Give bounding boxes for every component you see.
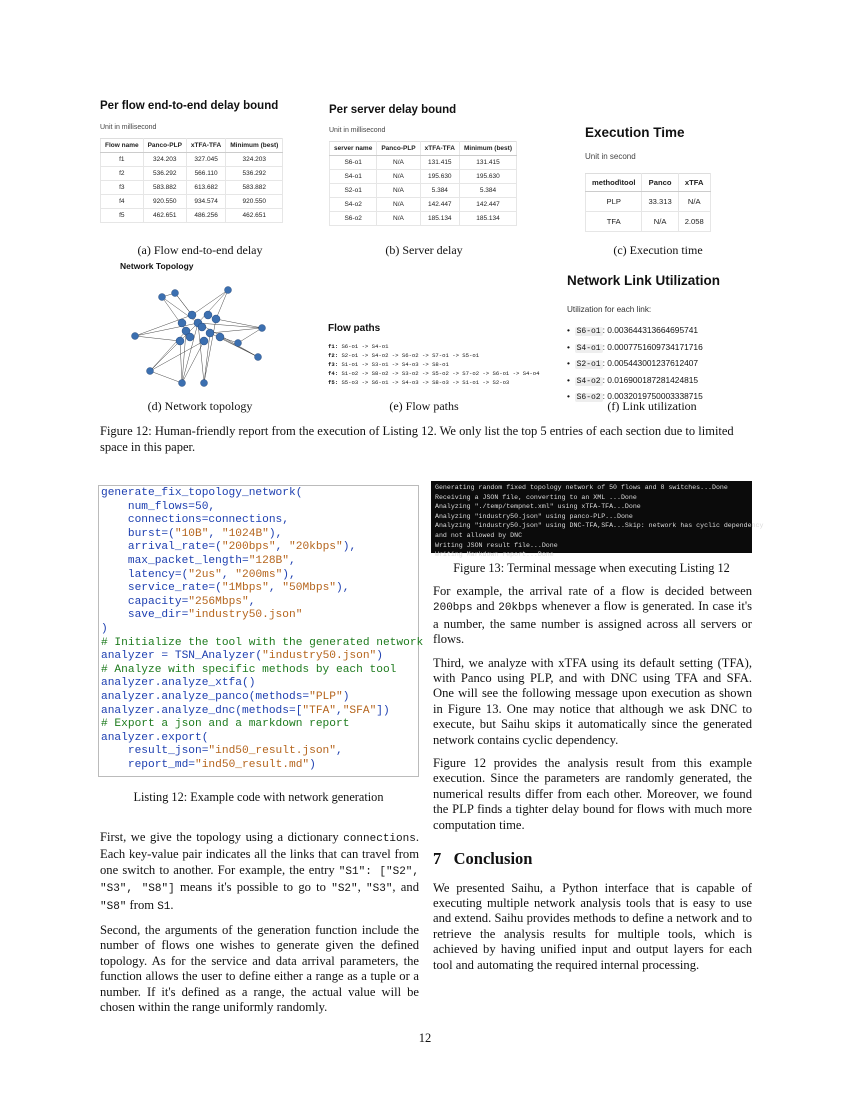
cell: 324.203: [143, 153, 186, 167]
panel-f-subtitle: Utilization for each link:: [567, 305, 652, 314]
terminal-output: [431, 481, 764, 559]
flow-id: f3:: [328, 361, 339, 368]
code-line: [101, 718, 416, 732]
inline-code: "S2": [331, 883, 358, 896]
code-line: [101, 582, 416, 596]
table-row: [330, 170, 517, 184]
col-header: method\tool: [586, 174, 642, 192]
text: whenever a flow is generated. In case it's a number, the same number is assigned across all servers or flows.: [433, 599, 752, 647]
inline-code: "S3": [366, 883, 393, 896]
flow-path: S1-o2 -> S8-o2 -> S3-o2 -> S5-o2 -> S7-o2 -> S6-o1 -> S4-o4: [341, 370, 540, 377]
code-line: [101, 650, 416, 664]
cell: 185.134: [420, 212, 459, 226]
cell: PLP: [586, 192, 642, 212]
cell: N/A: [678, 192, 710, 212]
code-token: analyzer.analyze_dnc(methods=[: [101, 704, 303, 717]
cell: N/A: [377, 184, 420, 198]
cell: S2-o1: [330, 184, 377, 198]
code-token: ),: [282, 568, 296, 581]
inline-code: "S8": [100, 900, 127, 913]
terminal-line: Analyzing "industry50.json" using panco-PLP...Done: [435, 512, 633, 520]
list-item: [567, 373, 757, 390]
terminal-line: Generating random fixed topology network of 50 flows and 8 switches...Done: [435, 484, 728, 491]
code-token: ,: [248, 595, 256, 608]
code-string: "SFA": [342, 704, 377, 717]
code-line: [101, 677, 416, 691]
network-topology-graph: [120, 275, 280, 395]
cell: 566.110: [186, 167, 225, 181]
code-token: ),: [336, 582, 350, 595]
section-number: 7: [433, 849, 442, 869]
cell: 486.256: [186, 209, 225, 223]
flow-path: S6-o1 -> S4-o1: [341, 343, 389, 350]
inline-code: S1: [157, 900, 171, 913]
code-token: ): [309, 758, 316, 771]
table-row: [101, 195, 283, 209]
cell: 462.651: [143, 209, 186, 223]
text: , and: [392, 880, 419, 895]
code-token: ): [342, 690, 350, 703]
code-token: ,: [208, 527, 222, 540]
link-value: : 0.0007751609734171716: [602, 341, 703, 352]
cell: 583.882: [226, 181, 283, 195]
inline-code: connections: [343, 833, 416, 845]
cell: 613.682: [186, 181, 225, 195]
code-string: "20kbps": [289, 541, 343, 554]
code-string: "1024B": [221, 527, 269, 540]
terminal-caption: Figure 13: Terminal message when executing Listing 12: [453, 561, 730, 575]
table-header-row: [586, 174, 711, 192]
list-item: [328, 351, 558, 360]
flow-id: f2:: [328, 352, 339, 359]
panel-c: [585, 125, 755, 232]
cell: N/A: [377, 198, 420, 212]
list-item: [328, 378, 558, 387]
panel-e-title: Flow paths: [328, 323, 381, 334]
right-column-text: [433, 584, 752, 981]
code-line: [101, 623, 416, 637]
cell: 536.292: [143, 167, 186, 181]
code-string: "128B": [248, 554, 289, 567]
topology-nodes: [132, 287, 266, 387]
code-string: "200ms": [235, 568, 283, 581]
text: means it's possible to go to: [174, 880, 332, 895]
cell: 462.651: [226, 209, 283, 223]
code-line: [101, 596, 416, 610]
col-header: Panco-PLP: [143, 139, 186, 153]
code-string: "1Mbps": [221, 582, 269, 595]
table-header-row: [101, 139, 283, 153]
panel-d-title: Network Topology: [120, 261, 194, 271]
flow-id: f4:: [328, 370, 339, 377]
panel-a: [100, 100, 300, 223]
code-string: "200bps": [221, 541, 276, 554]
code-token: analyzer.export(: [101, 731, 209, 744]
code-token: analyzer = TSN_Analyzer(: [101, 650, 263, 663]
code-string: "50Mbps": [282, 582, 337, 595]
flow-path: S5-o3 -> S6-o1 -> S4-o3 -> S8-o3 -> S1-o1 -> S2-o3: [341, 379, 510, 386]
text: and: [472, 599, 499, 614]
table-row: [330, 212, 517, 226]
list-item: [328, 342, 558, 351]
code-token: generate_fix_topology_network(: [101, 487, 303, 499]
col-header: Minimum (best): [226, 139, 283, 153]
bullet-icon: •: [567, 358, 570, 369]
code-token: ): [376, 650, 383, 663]
terminal-line: Writing JSON result file...Done: [435, 541, 558, 549]
cell: 33.313: [642, 192, 678, 212]
cell: 327.045: [186, 153, 225, 167]
code-listing: [98, 485, 424, 777]
paragraph: Third, we analyze with xTFA using its default setting (TFA), with Panco using PLP, and with DNC using TFA and SFA. One will see the following message upon execution as shown in Figure 13. One may notice that although we ask DNC to execute, but Saihu skips it automatically since the generated network contains cyclic dependency.: [433, 655, 752, 747]
cell: 5.384: [459, 184, 516, 198]
cell: f3: [101, 181, 144, 195]
bullet-icon: •: [567, 374, 570, 385]
panel-c-title: Execution Time: [585, 125, 685, 140]
bullet-icon: •: [567, 325, 570, 335]
code-comment: # Analyze with specific methods by each tool: [101, 663, 397, 676]
code-line: [101, 528, 416, 542]
code-token: burst=(: [101, 527, 175, 540]
code-token: connections=connections,: [101, 514, 289, 527]
cell: 2.058: [678, 212, 710, 232]
cell: 195.630: [420, 170, 459, 184]
link-name: S4-o1: [576, 343, 601, 353]
table-row: [586, 212, 711, 232]
cell: 920.550: [143, 195, 186, 209]
table-row: [101, 167, 283, 181]
link-name: S6-o1: [576, 327, 601, 336]
inline-code: 200bps: [433, 602, 473, 615]
section-heading: [433, 849, 752, 869]
table-header-row: [330, 142, 517, 156]
col-header: server name: [330, 142, 377, 156]
left-column-text: [100, 830, 419, 1023]
cell: f4: [101, 195, 144, 209]
listing-caption: Listing 12: Example code with network generation: [133, 790, 384, 804]
link-utilization-list: [567, 323, 757, 406]
bullet-icon: •: [567, 391, 570, 402]
panel-a-title: Per flow end-to-end delay bound: [100, 100, 279, 112]
table-row: [586, 192, 711, 212]
code-comment: # Initialize the tool with the generated network: [101, 636, 424, 649]
code-line: [101, 501, 416, 515]
link-value: : 0.003644313664695741: [602, 325, 699, 335]
col-header: xTFA: [678, 174, 710, 192]
code-token: report_md=: [101, 758, 195, 771]
panel-e-caption: (e) Flow paths: [389, 399, 459, 413]
link-name: S6-o2: [576, 393, 601, 403]
cell: N/A: [642, 212, 678, 232]
flow-delay-table: [100, 138, 283, 223]
code-string: "2us": [188, 568, 222, 581]
server-delay-table: [329, 141, 517, 226]
link-value: : 0.01690018728142481​5: [602, 374, 699, 385]
panel-c-caption: (c) Execution time: [613, 243, 703, 257]
code-string: "PLP": [309, 690, 343, 703]
panel-f-title: Network Link Utilization: [567, 273, 721, 288]
paragraph: We presented Saihu, a Python interface that is capable of executing multiple network analysis tools that is easy to use and extend. Saihu provides methods to define a network and to retrieve the analysis results for multiple tools, which is achieved by having unified input and output layers for each tool and automating the required internal processing.: [433, 880, 752, 972]
cell: N/A: [377, 170, 420, 184]
cell: N/A: [377, 212, 420, 226]
table-row: [101, 153, 283, 167]
text: First, we give the topology using a dictionary: [100, 830, 344, 844]
inline-code: "S1": ["S2", "S3", "S8"]: [100, 865, 420, 896]
cell: f5: [101, 209, 144, 223]
col-header: Panco-PLP: [377, 142, 420, 156]
table-row: [330, 184, 517, 198]
link-value: : 0.005443001237612407: [602, 358, 699, 369]
inline-code: 20kbps: [498, 602, 538, 615]
table-row: [101, 181, 283, 195]
text: ,: [357, 880, 367, 895]
code-string: "ind50_result.md": [195, 758, 310, 771]
code-token: ,: [221, 568, 236, 581]
cell: 131.415: [459, 156, 516, 170]
list-item: [328, 369, 558, 378]
code-comment: # Export a json and a markdown report: [101, 718, 350, 731]
list-item: [567, 356, 757, 373]
terminal-line: Writing Markdown report...Done: [435, 551, 554, 559]
list-item: [328, 360, 558, 369]
paragraph: Figure 12 provides the analysis result from this example execution. Since the parameters are randomly generated, the numerical results differ from each other. Moreover, we found the PLP finds a tighter delay bound for flows with much more computation time.: [433, 756, 752, 832]
link-name: S4-o2: [576, 376, 601, 386]
link-name: S2-o1: [576, 360, 601, 370]
code-token: result_json=: [101, 745, 209, 758]
cell: 195.630: [459, 170, 516, 184]
cell: 536.292: [226, 167, 283, 181]
panel-b-title: Per server delay bound: [329, 104, 457, 116]
cell: 934.574: [186, 195, 225, 209]
terminal-line: Receiving a JSON file, converting to an XML ...Done: [435, 493, 637, 501]
code-line: [101, 541, 416, 555]
cell: N/A: [377, 156, 420, 170]
panel-a-caption: (a) Flow end-to-end delay: [137, 243, 263, 257]
code-token: analyzer.analyze_panco(methods=: [101, 690, 310, 703]
cell: S6-o2: [330, 212, 377, 226]
code-line: [101, 636, 424, 651]
cell: TFA: [586, 212, 642, 232]
cell: S4-o2: [330, 198, 377, 212]
terminal-line: and not allowed by DNC: [435, 531, 523, 539]
terminal-line: Analyzing "./temp/tempnet.xml" using xTFA-TFA...Done: [435, 503, 641, 511]
list-item: [567, 323, 757, 340]
page-number: 12: [418, 1031, 432, 1045]
code-line: [101, 569, 416, 583]
code-string: "industry50.json": [262, 650, 377, 663]
code-line: [101, 487, 416, 501]
panel-b-unit: Unit in millisecond: [329, 127, 386, 134]
code-line: [101, 691, 416, 705]
cell: 185.134: [459, 212, 516, 226]
text: .: [170, 897, 174, 912]
table-row: [330, 198, 517, 212]
panel-d-caption: (d) Network topology: [147, 399, 253, 413]
section-title: Conclusion: [453, 849, 533, 869]
panel-f-caption: (f) Link utilization: [607, 399, 697, 413]
table-row: [330, 156, 517, 170]
figure-12-caption: Figure 12: Human-friendly report from the execution of Listing 12. We only list the top 5 entries of each section due to limited space in this paper.: [100, 424, 734, 454]
code-token: ),: [268, 527, 283, 540]
flow-path: S1-o1 -> S3-o1 -> S4-o3 -> S8-o1: [341, 361, 449, 368]
cell: 131.415: [420, 156, 459, 170]
code-string: "10B": [174, 527, 209, 540]
code-token: ): [101, 622, 108, 635]
topology-edges: [135, 290, 262, 383]
col-header: Flow name: [101, 139, 144, 153]
code-line: [101, 514, 416, 528]
col-header: xTFA-TFA: [186, 139, 225, 153]
panel-c-unit: Unit in second: [585, 152, 636, 161]
code-token: ,: [268, 582, 283, 595]
cell: 583.882: [143, 181, 186, 195]
table-row: [101, 209, 283, 223]
paragraph: [100, 830, 419, 915]
code-token: ,: [336, 704, 343, 717]
cell: 142.447: [420, 198, 459, 212]
text: For example, the arrival rate of a flow is decided between: [433, 584, 752, 598]
code-token: analyzer.analyze_xtfa(): [101, 677, 256, 690]
code-string: "industry50.json": [188, 609, 303, 622]
code-body: [101, 487, 424, 772]
col-header: Panco: [642, 174, 678, 192]
code-token: ),: [342, 541, 357, 554]
code-line: [101, 705, 416, 719]
paragraph: [433, 584, 752, 648]
panel-b-caption: (b) Server delay: [385, 243, 463, 257]
code-token: capacity=: [101, 595, 189, 608]
code-string: "256Mbps": [188, 595, 249, 608]
code-token: save_dir=: [101, 609, 189, 622]
text: . Each key-value pair indicates all the links that can travel from one switch to another. For example, the entry: [100, 830, 419, 877]
execution-time-table: [585, 173, 711, 232]
flow-path: S2-o1 -> S4-o2 -> S6-o2 -> S7-o1 -> S5-o1: [341, 352, 480, 359]
terminal-line: Analyzing "industry50.json" using DNC-TFA,SFA...Skip: network has cyclic dependency: [435, 522, 764, 530]
cell: S6-o1: [330, 156, 377, 170]
cell: f1: [101, 153, 144, 167]
code-line: [101, 664, 416, 678]
cell: S4-o1: [330, 170, 377, 184]
code-token: service_rate=(: [101, 582, 222, 595]
code-token: ,: [289, 554, 296, 567]
code-string: "TFA": [302, 704, 336, 717]
col-header: Minimum (best): [459, 142, 516, 156]
code-token: max_packet_length=: [101, 554, 249, 567]
cell: 142.447: [459, 198, 516, 212]
code-token: ,: [275, 541, 290, 554]
cell: 324.203: [226, 153, 283, 167]
bullet-icon: •: [567, 341, 570, 352]
text: from: [126, 897, 158, 912]
code-token: ,: [335, 745, 343, 758]
code-line: [101, 745, 416, 759]
flow-path-list: [328, 342, 558, 387]
code-line: [101, 609, 416, 623]
panel-a-unit: Unit in millisecond: [100, 124, 157, 131]
code-string: "ind50_result.json": [208, 745, 336, 758]
code-token: ]): [376, 704, 390, 717]
col-header: xTFA-TFA: [420, 142, 459, 156]
cell: f2: [101, 167, 144, 181]
list-item: [567, 340, 757, 357]
code-token: arrival_rate=(: [101, 541, 222, 554]
link-value: : 0.003201975000333871​5: [602, 391, 703, 402]
code-token: num_flows=50,: [101, 500, 216, 513]
cell: 5.384: [420, 184, 459, 198]
flow-id: f5:: [328, 379, 339, 386]
code-token: latency=(: [101, 568, 189, 581]
panel-b: [329, 104, 529, 226]
code-line: [101, 732, 416, 746]
cell: 920.550: [226, 195, 283, 209]
paragraph: Second, the arguments of the generation function include the number of flows one wishes to generate given the defined topology. As for the service and data arrival parameters, the function allows the user to define either a range as a tuple or a number. If it's defined as a range, the actual value will be chosen within the range uniformly randomly.: [100, 923, 419, 1015]
code-line: [101, 555, 416, 569]
flow-id: f1:: [328, 343, 339, 350]
code-line: [101, 759, 416, 773]
